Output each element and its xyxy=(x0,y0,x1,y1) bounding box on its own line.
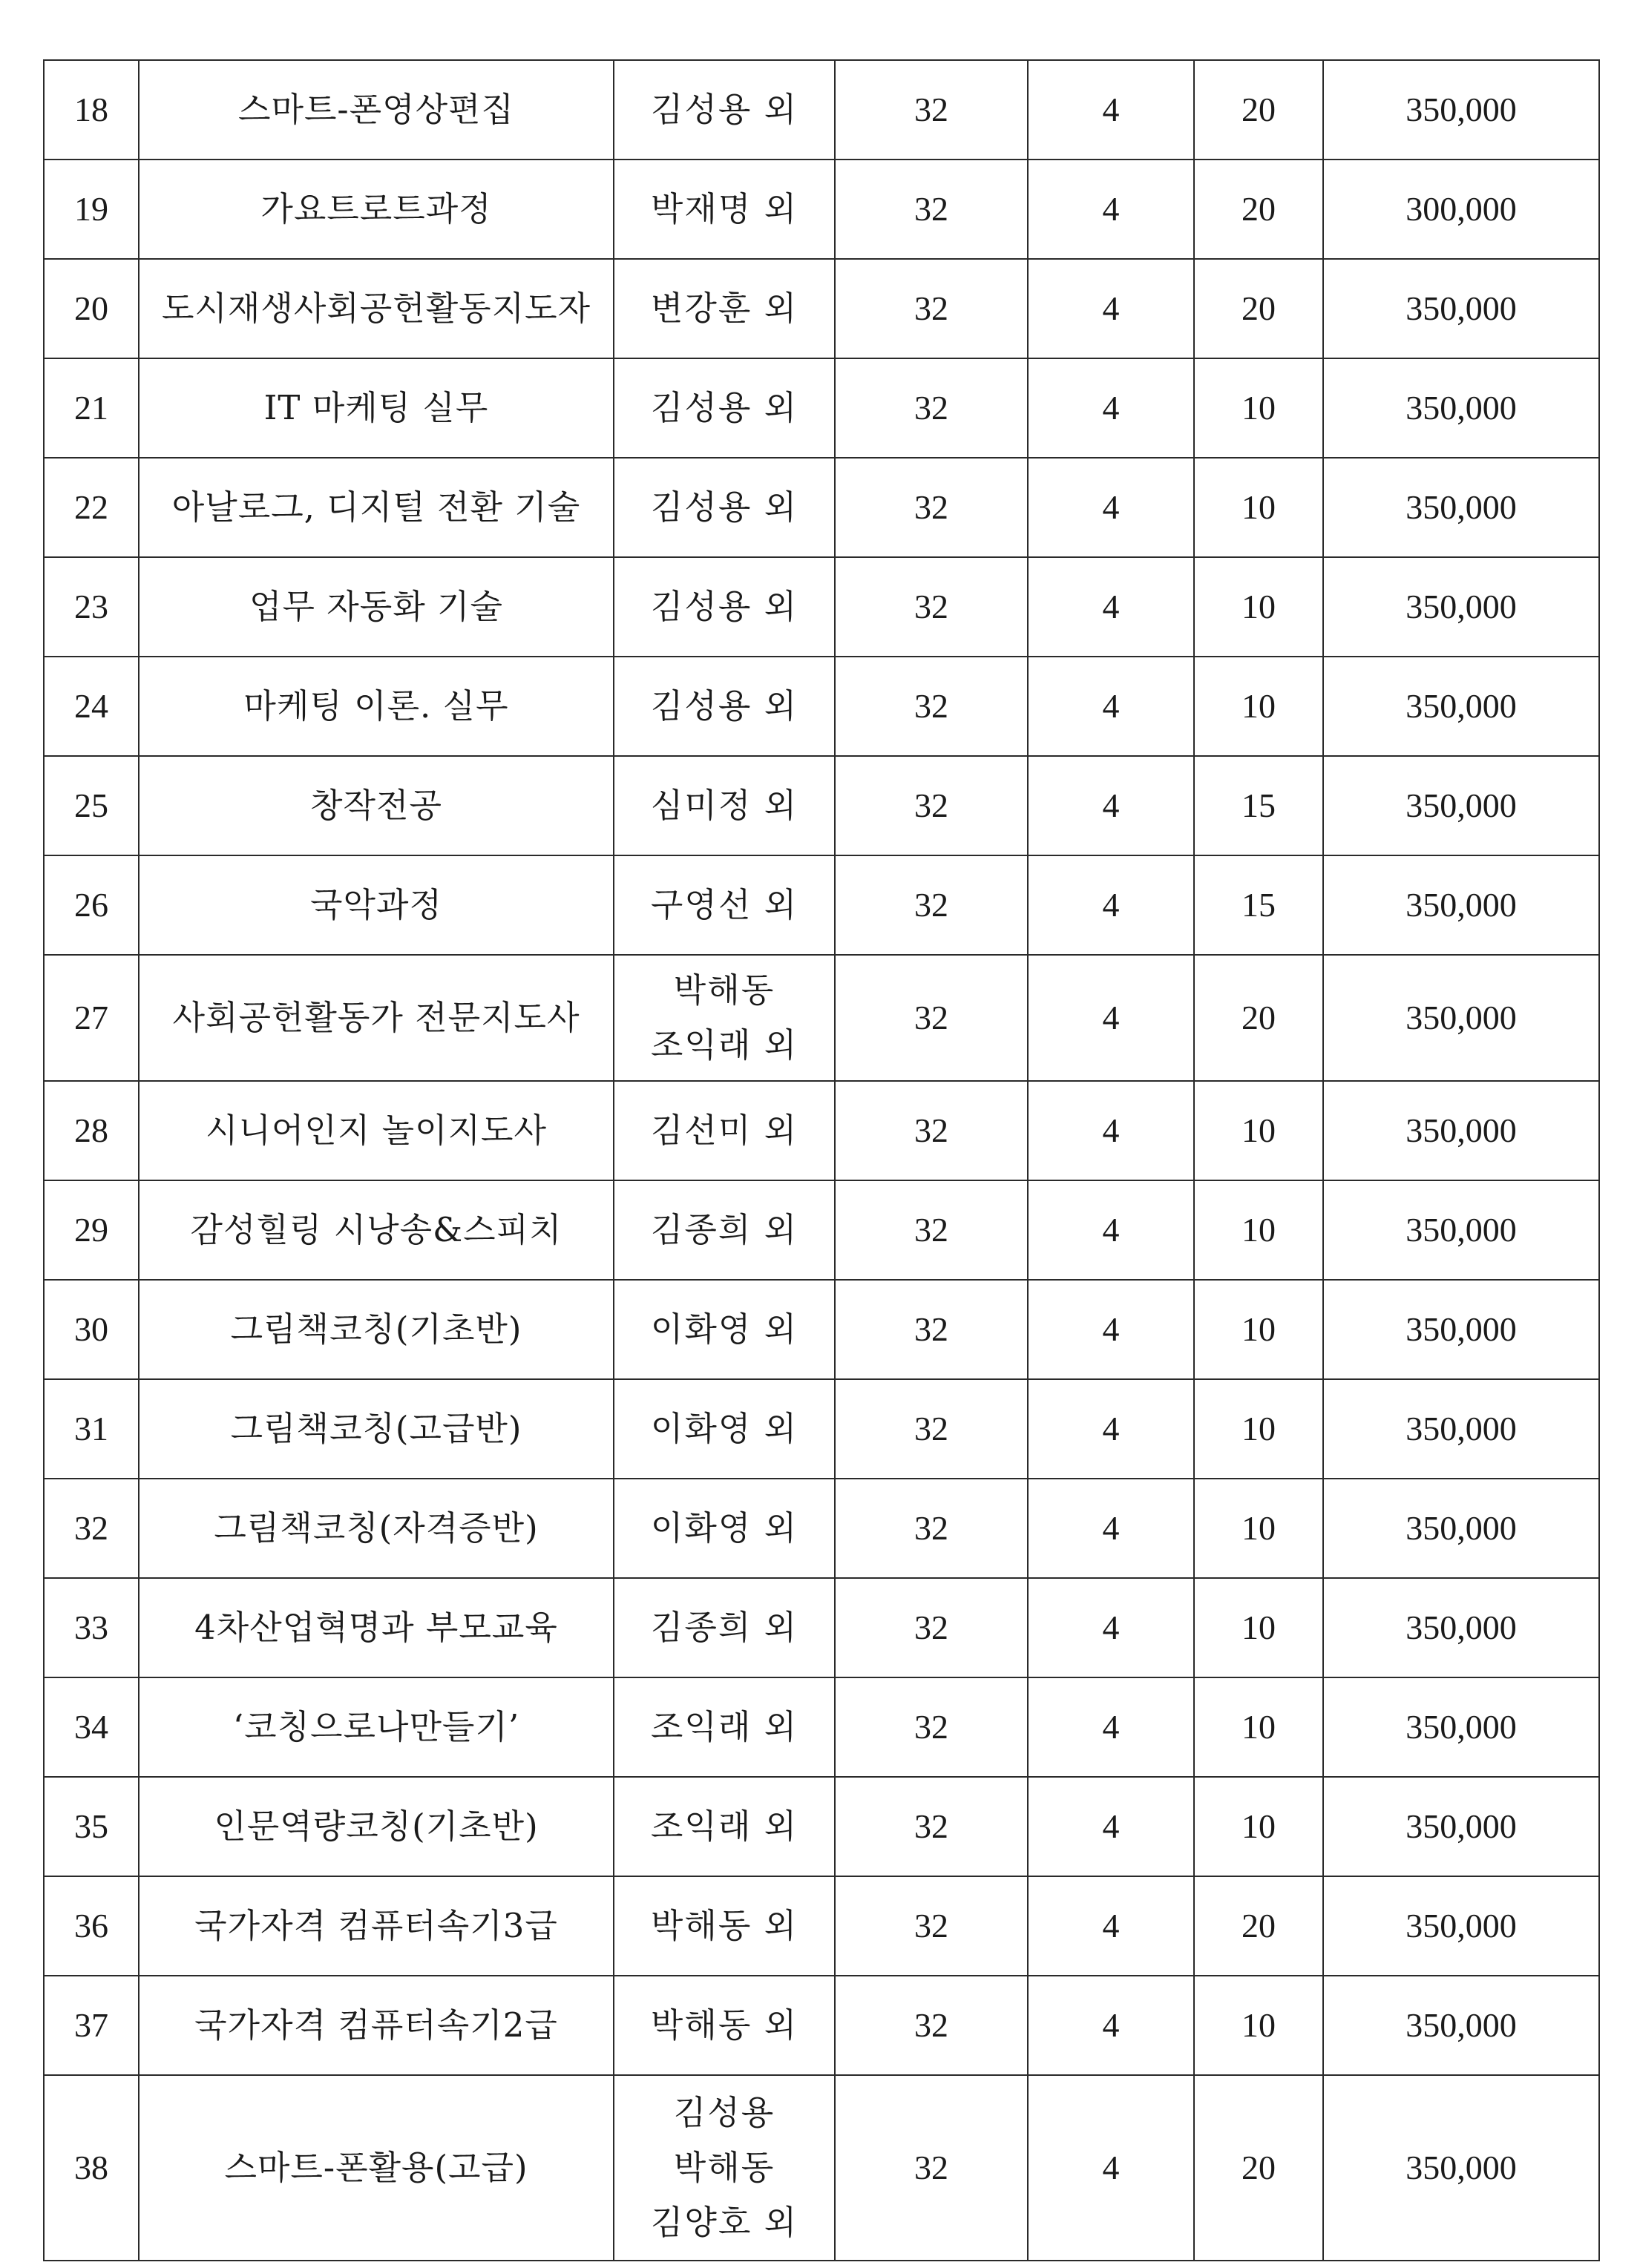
row-number: 36 xyxy=(44,1876,139,1976)
instructor-name: 조익래 외 xyxy=(614,1677,835,1777)
weeks-value: 4 xyxy=(1028,1777,1194,1876)
row-number: 20 xyxy=(44,259,139,358)
fee-value: 350,000 xyxy=(1323,657,1599,756)
fee-value: 350,000 xyxy=(1323,557,1599,657)
weeks-value: 4 xyxy=(1028,358,1194,458)
row-number: 19 xyxy=(44,160,139,259)
instructor-name: 김종희 외 xyxy=(614,1578,835,1677)
capacity-value: 20 xyxy=(1194,259,1323,358)
course-name: 스마트-폰영상편집 xyxy=(139,60,614,160)
table-row xyxy=(44,1578,1599,1677)
weeks-value: 4 xyxy=(1028,60,1194,160)
weeks-value: 4 xyxy=(1028,1280,1194,1379)
course-name: 가요트로트과정 xyxy=(139,160,614,259)
hours-value: 32 xyxy=(835,1777,1028,1876)
hours-value: 32 xyxy=(835,1280,1028,1379)
capacity-value: 10 xyxy=(1194,1976,1323,2075)
course-name: 사회공헌활동가 전문지도사 xyxy=(139,955,614,1081)
hours-value: 32 xyxy=(835,955,1028,1081)
course-name: 국악과정 xyxy=(139,855,614,955)
instructor-name: 김성용 외 xyxy=(614,657,835,756)
instructor-name: 김성용 외 xyxy=(614,557,835,657)
row-number: 34 xyxy=(44,1677,139,1777)
table-row xyxy=(44,1976,1599,2075)
course-name: IT 마케팅 실무 xyxy=(139,358,614,458)
row-number: 18 xyxy=(44,60,139,160)
course-name: 인문역량코칭(기초반) xyxy=(139,1777,614,1876)
instructor-name: 김성용 외 xyxy=(614,358,835,458)
instructor-name: 박해동 외 xyxy=(614,1976,835,2075)
table-row xyxy=(44,160,1599,259)
weeks-value: 4 xyxy=(1028,1976,1194,2075)
instructor-name: 김종희 외 xyxy=(614,1180,835,1280)
course-name: 국가자격 컴퓨터속기3급 xyxy=(139,1876,614,1976)
fee-value: 350,000 xyxy=(1323,458,1599,557)
weeks-value: 4 xyxy=(1028,1379,1194,1479)
fee-value: 300,000 xyxy=(1323,160,1599,259)
row-number: 22 xyxy=(44,458,139,557)
course-name: 그림책코칭(기초반) xyxy=(139,1280,614,1379)
row-number: 21 xyxy=(44,358,139,458)
table-row xyxy=(44,60,1599,160)
hours-value: 32 xyxy=(835,60,1028,160)
capacity-value: 10 xyxy=(1194,1479,1323,1578)
course-name: 시니어인지 놀이지도사 xyxy=(139,1081,614,1180)
weeks-value: 4 xyxy=(1028,1081,1194,1180)
course-name: 도시재생사회공헌활동지도자 xyxy=(139,259,614,358)
weeks-value: 4 xyxy=(1028,557,1194,657)
instructor-name: 김성용 박해동 김양호 외 xyxy=(614,2075,835,2261)
capacity-value: 20 xyxy=(1194,1876,1323,1976)
fee-value: 350,000 xyxy=(1323,756,1599,855)
fee-value: 350,000 xyxy=(1323,358,1599,458)
hours-value: 32 xyxy=(835,358,1028,458)
fee-value: 350,000 xyxy=(1323,1479,1599,1578)
course-name: 국가자격 컴퓨터속기2급 xyxy=(139,1976,614,2075)
instructor-name: 김선미 외 xyxy=(614,1081,835,1180)
row-number: 23 xyxy=(44,557,139,657)
capacity-value: 10 xyxy=(1194,1280,1323,1379)
instructor-name: 김성용 외 xyxy=(614,458,835,557)
table-row xyxy=(44,1081,1599,1180)
row-number: 26 xyxy=(44,855,139,955)
hours-value: 32 xyxy=(835,1578,1028,1677)
instructor-name: 변강훈 외 xyxy=(614,259,835,358)
weeks-value: 4 xyxy=(1028,1677,1194,1777)
row-number: 30 xyxy=(44,1280,139,1379)
hours-value: 32 xyxy=(835,657,1028,756)
fee-value: 350,000 xyxy=(1323,60,1599,160)
hours-value: 32 xyxy=(835,458,1028,557)
fee-value: 350,000 xyxy=(1323,259,1599,358)
capacity-value: 10 xyxy=(1194,557,1323,657)
instructor-name: 이화영 외 xyxy=(614,1479,835,1578)
capacity-value: 20 xyxy=(1194,60,1323,160)
row-number: 31 xyxy=(44,1379,139,1479)
weeks-value: 4 xyxy=(1028,1876,1194,1976)
capacity-value: 10 xyxy=(1194,1180,1323,1280)
row-number: 33 xyxy=(44,1578,139,1677)
weeks-value: 4 xyxy=(1028,259,1194,358)
table-row xyxy=(44,1180,1599,1280)
weeks-value: 4 xyxy=(1028,1479,1194,1578)
course-name: 그림책코칭(고급반) xyxy=(139,1379,614,1479)
hours-value: 32 xyxy=(835,756,1028,855)
capacity-value: 20 xyxy=(1194,955,1323,1081)
table-row xyxy=(44,2075,1599,2261)
instructor-name: 김성용 외 xyxy=(614,60,835,160)
capacity-value: 15 xyxy=(1194,756,1323,855)
weeks-value: 4 xyxy=(1028,160,1194,259)
table-row xyxy=(44,1677,1599,1777)
capacity-value: 10 xyxy=(1194,1379,1323,1479)
instructor-name: 박해동 조익래 외 xyxy=(614,955,835,1081)
course-name: 4차산업혁명과 부모교육 xyxy=(139,1578,614,1677)
fee-value: 350,000 xyxy=(1323,955,1599,1081)
course-name: 감성힐링 시낭송&스피치 xyxy=(139,1180,614,1280)
fee-value: 350,000 xyxy=(1323,1379,1599,1479)
capacity-value: 10 xyxy=(1194,657,1323,756)
capacity-value: 20 xyxy=(1194,2075,1323,2261)
fee-value: 350,000 xyxy=(1323,1180,1599,1280)
weeks-value: 4 xyxy=(1028,756,1194,855)
table-body xyxy=(44,60,1599,2261)
capacity-value: 10 xyxy=(1194,1677,1323,1777)
fee-value: 350,000 xyxy=(1323,855,1599,955)
capacity-value: 10 xyxy=(1194,1777,1323,1876)
hours-value: 32 xyxy=(835,160,1028,259)
capacity-value: 20 xyxy=(1194,160,1323,259)
capacity-value: 10 xyxy=(1194,1081,1323,1180)
course-name: 그림책코칭(자격증반) xyxy=(139,1479,614,1578)
course-name: 업무 자동화 기술 xyxy=(139,557,614,657)
table-row xyxy=(44,1280,1599,1379)
table-row xyxy=(44,657,1599,756)
row-number: 29 xyxy=(44,1180,139,1280)
hours-value: 32 xyxy=(835,259,1028,358)
hours-value: 32 xyxy=(835,1479,1028,1578)
hours-value: 32 xyxy=(835,1876,1028,1976)
hours-value: 32 xyxy=(835,1976,1028,2075)
row-number: 24 xyxy=(44,657,139,756)
hours-value: 32 xyxy=(835,1081,1028,1180)
hours-value: 32 xyxy=(835,1677,1028,1777)
row-number: 32 xyxy=(44,1479,139,1578)
course-table xyxy=(43,59,1600,2261)
hours-value: 32 xyxy=(835,2075,1028,2261)
fee-value: 350,000 xyxy=(1323,1081,1599,1180)
capacity-value: 15 xyxy=(1194,855,1323,955)
hours-value: 32 xyxy=(835,855,1028,955)
weeks-value: 4 xyxy=(1028,1578,1194,1677)
row-number: 27 xyxy=(44,955,139,1081)
fee-value: 350,000 xyxy=(1323,1677,1599,1777)
row-number: 38 xyxy=(44,2075,139,2261)
hours-value: 32 xyxy=(835,1180,1028,1280)
weeks-value: 4 xyxy=(1028,1180,1194,1280)
course-name: 창작전공 xyxy=(139,756,614,855)
weeks-value: 4 xyxy=(1028,855,1194,955)
row-number: 25 xyxy=(44,756,139,855)
instructor-name: 심미정 외 xyxy=(614,756,835,855)
hours-value: 32 xyxy=(835,1379,1028,1479)
table-row xyxy=(44,458,1599,557)
instructor-name: 이화영 외 xyxy=(614,1379,835,1479)
table-row xyxy=(44,756,1599,855)
row-number: 35 xyxy=(44,1777,139,1876)
weeks-value: 4 xyxy=(1028,955,1194,1081)
table-row xyxy=(44,1479,1599,1578)
fee-value: 350,000 xyxy=(1323,1976,1599,2075)
instructor-name: 구영선 외 xyxy=(614,855,835,955)
table-row xyxy=(44,259,1599,358)
course-name: ‘코칭으로나만들기’ xyxy=(139,1677,614,1777)
row-number: 28 xyxy=(44,1081,139,1180)
capacity-value: 10 xyxy=(1194,358,1323,458)
table-row xyxy=(44,855,1599,955)
hours-value: 32 xyxy=(835,557,1028,657)
course-name: 마케팅 이론. 실무 xyxy=(139,657,614,756)
capacity-value: 10 xyxy=(1194,1578,1323,1677)
table-row xyxy=(44,1777,1599,1876)
fee-value: 350,000 xyxy=(1323,1280,1599,1379)
weeks-value: 4 xyxy=(1028,2075,1194,2261)
capacity-value: 10 xyxy=(1194,458,1323,557)
table-row xyxy=(44,557,1599,657)
table-row xyxy=(44,358,1599,458)
instructor-name: 박재명 외 xyxy=(614,160,835,259)
weeks-value: 4 xyxy=(1028,657,1194,756)
fee-value: 350,000 xyxy=(1323,1876,1599,1976)
instructor-name: 박해동 외 xyxy=(614,1876,835,1976)
course-name: 스마트-폰활용(고급) xyxy=(139,2075,614,2261)
table-row xyxy=(44,1876,1599,1976)
instructor-name: 이화영 외 xyxy=(614,1280,835,1379)
table-row xyxy=(44,955,1599,1081)
fee-value: 350,000 xyxy=(1323,2075,1599,2261)
fee-value: 350,000 xyxy=(1323,1777,1599,1876)
row-number: 37 xyxy=(44,1976,139,2075)
table-row xyxy=(44,1379,1599,1479)
fee-value: 350,000 xyxy=(1323,1578,1599,1677)
weeks-value: 4 xyxy=(1028,458,1194,557)
instructor-name: 조익래 외 xyxy=(614,1777,835,1876)
course-name: 아날로그, 디지털 전환 기술 xyxy=(139,458,614,557)
